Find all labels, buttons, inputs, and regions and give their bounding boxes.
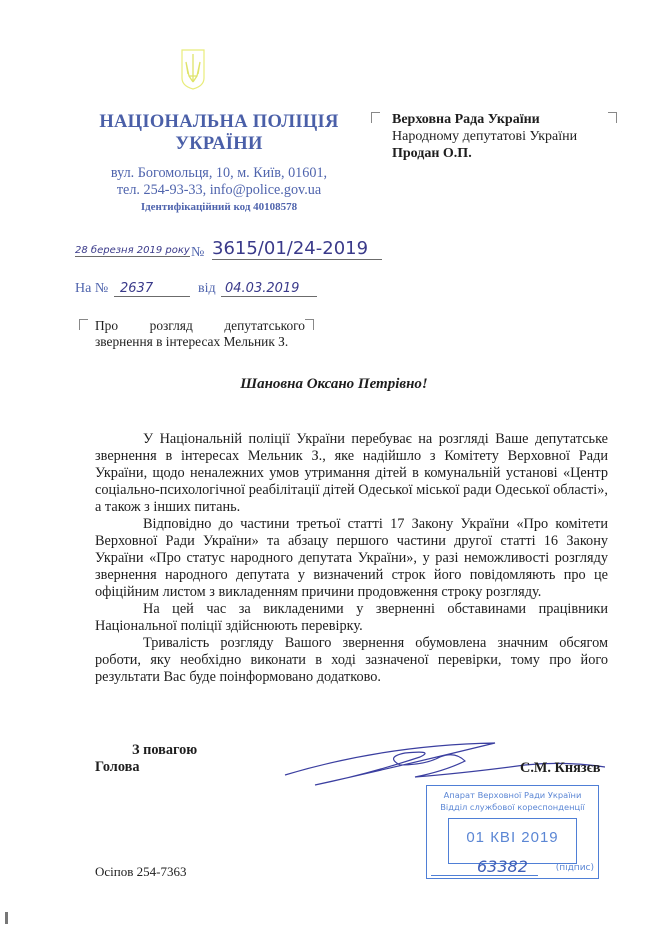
salutation: Шановна Оксано Петрівно!: [240, 376, 428, 392]
subject-bracket-left: [79, 319, 88, 330]
body-paragraph: Тривалість розгляду Вашого звернення обумовлена значним обсягом роботи, яку необхідно виконати в ході зазначеної перевірки, тому про його результати Вас буде поінформовано додатково.: [95, 635, 608, 685]
org-name-line1: НАЦІОНАЛЬНА ПОЛІЦІЯ: [99, 112, 339, 132]
closing: З повагою: [132, 742, 198, 758]
letter-body: [95, 431, 608, 686]
stamp-line1: Апарат Верховної Ради України: [443, 790, 582, 800]
recipient-line1: Верховна Рада України: [392, 112, 540, 127]
org-address-line2: тел. 254-93-33, info@police.gov.ua: [116, 182, 322, 198]
stamp-date: 01 КВІ 2019: [466, 829, 559, 846]
org-name-line2: УКРАЇНИ: [175, 134, 263, 154]
org-address-line1: вул. Богомольця, 10, м. Київ, 01601,: [110, 165, 328, 181]
signer-name: С.М. Князєв: [520, 760, 601, 776]
executor: Осіпов 254-7363: [95, 864, 187, 879]
subject-bracket-right: [305, 319, 314, 330]
body-paragraph: На цей час за викладеними у зверненні обставинами працівники Національної поліції здійснюють перевірку.: [95, 601, 608, 634]
stamp-reg-number: 63382: [477, 857, 528, 876]
subject: Про розгляд депутатського звернення в інтересах Мельник З.: [95, 318, 305, 349]
body-paragraph: У Національній поліції України перебуває на розгляді Ваше депутатське звернення в інтересах Мельник З., яке надійшло з Комітету Верховної Ради України, щодо неналежних умов утримання дітей в комунальній установі «Центр соціально-психологічної реабілітації дітей Одеської міської ради Одеської області», а також з інших питань.: [95, 431, 608, 515]
coat-of-arms-icon: [180, 48, 206, 90]
recipient-bracket-right: [608, 112, 617, 123]
recipient-line3: Продан О.П.: [392, 146, 472, 161]
scan-artifact: [5, 912, 8, 924]
registration-stamp: [426, 785, 599, 879]
signer-position: Голова: [95, 759, 140, 775]
recipient-bracket-left: [371, 112, 380, 123]
stamp-signature-label: (підпис): [555, 863, 594, 873]
reference-number: 2637: [114, 281, 190, 297]
outgoing-date: 28 березня 2019 року: [75, 245, 190, 256]
org-id-code: Ідентифікаційний код 40108578: [140, 201, 298, 213]
outgoing-number: 3615/01/24-2019: [212, 238, 382, 260]
stamp-line2: Відділ службової кореспонденції: [440, 802, 585, 812]
recipient-line2: Народному депутатові України: [392, 129, 578, 144]
reference-label: На №: [75, 281, 109, 296]
body-paragraph: Відповідно до частини третьої статті 17 Закону України «Про комітети Верховної Ради України» та абзацу першого частини другої статті 16 Закону України «Про статус народного депутата України», у разі неможливості розгляду звернення народного депутата у визначений строк його повідомляють про це офіційним листом з викладенням причини продовження строку розгляду.: [95, 516, 608, 600]
outgoing-number-sign: №: [191, 245, 205, 260]
reference-date: 04.03.2019: [221, 281, 317, 297]
reference-from-label: від: [198, 281, 216, 296]
